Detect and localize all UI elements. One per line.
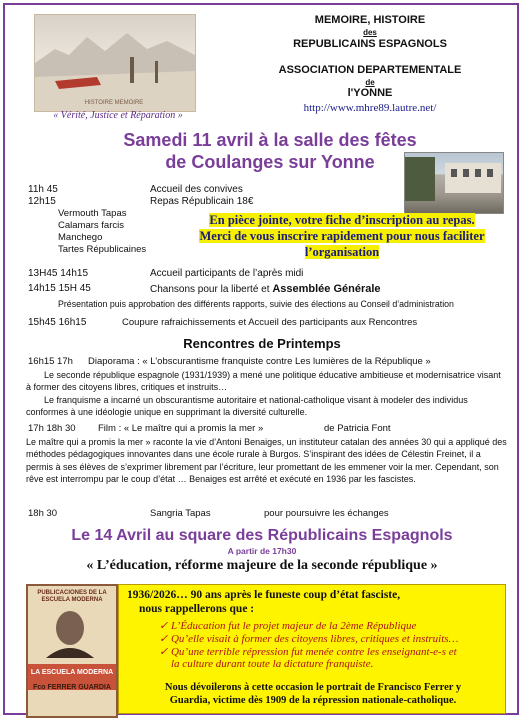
diaporama-time: 16h15 17h <box>28 356 73 367</box>
film-director: de Patricia Font <box>324 423 391 434</box>
schedule-time: 13H45 14h15 <box>28 268 89 279</box>
event2-theme: « L’éducation, réforme majeure de la seconde république » <box>86 558 438 573</box>
assoc-name-line1: ASSOCIATION DEPARTEMENTALE <box>278 64 462 76</box>
diaporama-paragraph: Le franquisme a incarné un obscurantisme autoritaire et national-catholique visant à modeler des individus conformes à une idéologie unique en supprimant la diversité culturelle. <box>26 395 468 417</box>
schedule-label-strong: Assemblée Générale <box>272 283 381 295</box>
box-closing-line: Nous dévoilerons à cette occasion le portrait de Francisco Ferrer y <box>164 682 462 693</box>
film-time: 17h 18h 30 <box>28 423 76 434</box>
org-name-line1: MEMOIRE, HISTOIRE <box>314 14 426 26</box>
website-link[interactable]: http://www.mhre89.lautre.net/ <box>303 102 437 114</box>
ag-note: Présentation puis approbation des différents rapports, suivie des élections au Conseil d’administration <box>58 299 454 309</box>
event2-subtitle: A partir de 17h30 <box>227 546 297 556</box>
ferrer-poster-image <box>26 584 118 718</box>
event1-title-line2: de Coulanges sur Yonne <box>165 152 375 172</box>
schedule-time: 12h15 <box>28 196 56 207</box>
sangria-label: Sangria Tapas <box>150 508 211 519</box>
schedule-time: 14h15 15H 45 <box>28 283 91 294</box>
poster-title: LA ESCUELA MODERNA <box>30 669 114 676</box>
registration-notice <box>176 212 508 260</box>
schedule-label: Repas Républicain 18€ <box>150 196 254 207</box>
box-closing-line: Guardia, victime dès 1909 de la répression nationale-catholique. <box>169 695 457 706</box>
menu-item: Vermouth Tapas <box>58 208 127 219</box>
notice-line: En pièce jointe, votre fiche d’inscription au repas. <box>209 213 475 227</box>
box-line1: 1936/2026… 90 ans après le funeste coup d’état fasciste, <box>127 589 401 601</box>
portrait-icon <box>28 604 112 658</box>
org-name-line2: REPUBLICAINS ESPAGNOLS <box>293 38 447 50</box>
rencontres-heading: Rencontres de Printemps <box>183 336 341 351</box>
event2-title: Le 14 Avril au square des Républicains Espagnols <box>71 527 453 544</box>
box-closing <box>127 681 499 707</box>
notice-line: Merci de vous inscrire rapidement pour nous faciliter <box>199 229 485 243</box>
motto: « Vérité, Justice et Réparation » <box>53 110 183 121</box>
schedule-label: Coupure rafraichissements et Accueil des participants aux Rencontres <box>122 317 418 328</box>
sangria-time: 18h 30 <box>28 508 58 519</box>
schedule-label-text: Chansons pour la liberté et <box>150 284 270 295</box>
schedule-label <box>150 283 381 295</box>
menu-item: Calamars farcis <box>58 220 124 231</box>
menu-item: Manchego <box>58 232 103 243</box>
box-line2: nous rappellerons que : <box>139 603 255 615</box>
mountain-sketch-icon <box>35 15 195 111</box>
box-bullet: ✓ Qu’une terrible répression fut menée contre les enseignant-e-s et <box>159 646 457 658</box>
film-title: Film : « Le maître qui a promis la mer » <box>98 423 264 434</box>
event1-title-line1: Samedi 11 avril à la salle des fêtes <box>123 130 417 150</box>
box-bullet-continuation: la culture durant toute la dictature franquiste. <box>171 658 374 670</box>
film-paragraph: Le maître qui a promis la mer » raconte la vie d’Antoni Benaiges, un instituteur catalan des années 30 qui a appliqué des méthodes pédagogiques innovantes dans une école rurale à Burgos. S’inspirant des idées de Célestin Freinet, il a permis à ses élèves de s’exprimer librement par l’écriture, leur promettant de les emmener voir la mer. Cependant, son rêve est interrompu par le coup d’état … Benaiges est arrêté et exécuté en 1936 par les fascistes. <box>26 437 507 485</box>
building-icon <box>405 153 503 213</box>
venue-photo <box>404 152 504 214</box>
schedule-time: 11h 45 <box>28 184 58 195</box>
commemoration-box <box>118 584 506 714</box>
box-bullet: ✓ L’Éducation fut le projet majeur de la 2ème République <box>159 620 417 632</box>
sangria-note: pour poursuivre les échanges <box>264 508 389 519</box>
schedule-time: 15h45 16h15 <box>28 317 87 328</box>
logo-caption: HISTOIRE MEMOIRE <box>84 100 144 106</box>
menu-item: Tartes Républicaines <box>58 244 147 255</box>
schedule-label: Accueil participants de l’après midi <box>150 268 304 279</box>
assoc-name-de: de <box>365 78 375 87</box>
org-name-des: des <box>363 28 377 37</box>
schedule-label: Accueil des convives <box>150 184 243 195</box>
poster-top-text: PUBLICACIONES DE LA ESCUELA MODERNA <box>37 590 107 603</box>
notice-line: l’organisation <box>304 245 380 259</box>
assoc-name-line2: l'YONNE <box>347 87 393 99</box>
association-logo-image <box>34 14 196 112</box>
box-bullet: ✓ Qu’elle visait à former des citoyens libres, critiques et instruits… <box>159 633 459 645</box>
diaporama-paragraph: Le seconde république espagnole (1931/1939) a mené une politique éducative ambitieuse et modernisatrice visant à former des citoyens libres, critiques et instruits… <box>26 370 501 392</box>
diaporama-title: Diaporama : « L’obscurantisme franquiste contre Les lumières de la République » <box>88 356 431 367</box>
poster-name: Fco FERRER GUARDIA <box>33 684 111 691</box>
